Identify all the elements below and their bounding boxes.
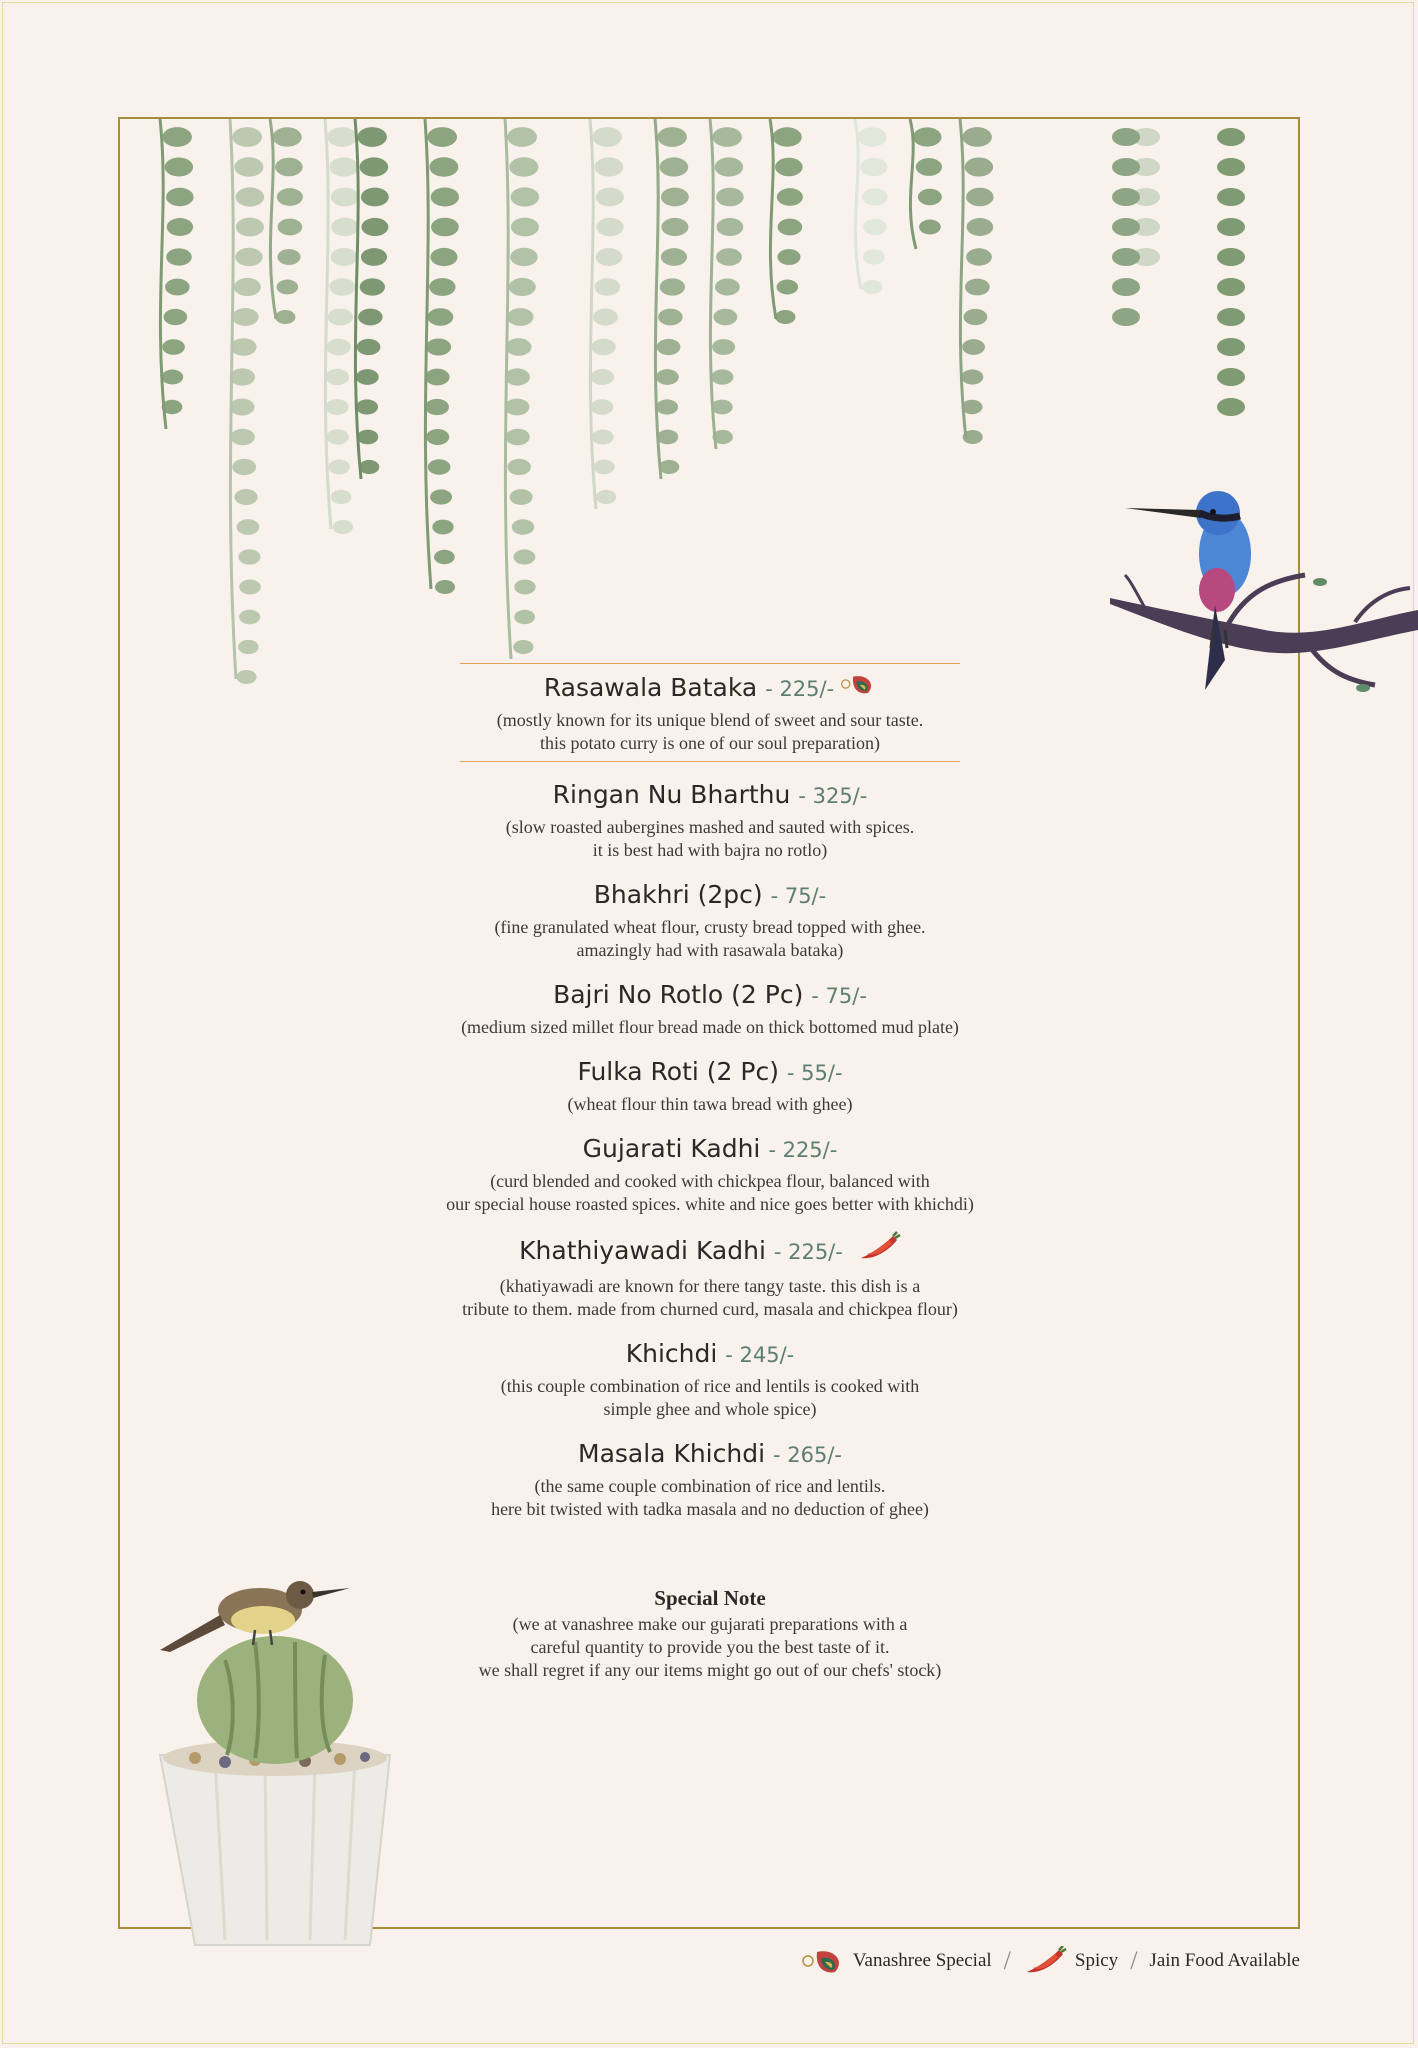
description-line: (slow roasted aubergines mashed and sauted with spices. <box>505 817 915 837</box>
description-line: (mostly known for its unique blend of sweet and sour taste. <box>496 710 924 730</box>
menu-item-heading <box>380 1336 1040 1373</box>
menu-item-price: - 225/- <box>765 677 835 701</box>
menu-item-price: - 55/- <box>786 1061 843 1085</box>
menu-item-name: Rasawala Bataka <box>543 673 758 702</box>
menu-item-name: Fulka Roti (2 Pc) <box>577 1057 779 1086</box>
legend-jain-label: Jain Food Available <box>1149 1950 1300 1971</box>
menu-item-price: - 325/- <box>798 784 868 808</box>
description-line: here bit twisted with tadka masala and no deduction of ghee) <box>491 1499 929 1519</box>
menu-item-description <box>380 1475 1040 1521</box>
menu-item-name: Bajri No Rotlo (2 Pc) <box>553 980 804 1009</box>
menu-item-price: - 265/- <box>773 1443 842 1467</box>
menu-item <box>380 1336 1040 1421</box>
menu-item <box>380 1436 1040 1521</box>
menu-item-description <box>380 916 1040 962</box>
description-line: amazingly had with rasawala bataka) <box>576 940 844 960</box>
menu-item-price: - 75/- <box>811 984 867 1008</box>
menu-item-heading <box>380 1131 1040 1168</box>
menu-item-heading <box>380 1231 1040 1273</box>
description-line: (the same couple combination of rice and lentils. <box>534 1476 886 1496</box>
menu-item-price: - 225/- <box>773 1240 843 1264</box>
special-note-line: we shall regret if any our items might go out of our chefs' stock) <box>478 1660 942 1680</box>
description-line: (khatiyawadi are known for there tangy taste. this dish is a <box>499 1276 921 1296</box>
menu-item-name: Masala Khichdi <box>578 1439 766 1468</box>
description-line: simple ghee and whole spice) <box>603 1399 817 1419</box>
menu-item-name: Bhakhri (2pc) <box>593 880 763 909</box>
legend-special-label: Vanashree Special <box>852 1950 992 1971</box>
menu-item-heading <box>380 1436 1040 1473</box>
menu-item-heading <box>380 1054 1040 1091</box>
vanashree-special-icon <box>840 671 876 707</box>
menu-item-description <box>380 1093 1040 1116</box>
spicy-chili-icon <box>857 1231 901 1273</box>
description-line: it is best had with bajra no rotlo) <box>592 840 828 860</box>
legend <box>801 1944 1300 1978</box>
menu-item <box>380 1231 1040 1321</box>
cactus-with-bird-illustration <box>155 1530 405 1950</box>
menu-item-heading <box>380 777 1040 814</box>
menu-item-description <box>380 1375 1040 1421</box>
menu-item-name: Gujarati Kadhi <box>582 1134 761 1163</box>
menu-item-name: Ringan Nu Bharthu <box>552 780 791 809</box>
spicy-chili-icon <box>1023 1946 1067 1976</box>
menu-item-heading <box>380 670 1040 707</box>
menu-item-description <box>380 709 1040 755</box>
description-line: our special house roasted spices. white and nice goes better with khichdi) <box>446 1194 974 1214</box>
menu-item-name: Khathiyawadi Kadhi <box>519 1236 766 1265</box>
menu-item-description <box>380 1016 1040 1039</box>
divider <box>460 761 960 762</box>
menu-item-name: Khichdi <box>625 1339 718 1368</box>
legend-spicy-label: Spicy <box>1074 1950 1119 1971</box>
menu-item <box>380 1131 1040 1216</box>
menu-item <box>380 777 1040 862</box>
special-note <box>380 1583 1040 1682</box>
description-line: (wheat flour thin tawa bread with ghee) <box>567 1094 853 1114</box>
description-line: tribute to them. made from churned curd, masala and chickpea flour) <box>462 1299 958 1319</box>
menu-list <box>380 663 1040 1682</box>
menu-item <box>380 663 1040 762</box>
menu-item-heading <box>380 877 1040 914</box>
menu-item-description <box>380 816 1040 862</box>
menu-item-heading <box>380 977 1040 1014</box>
special-note-line: (we at vanashree make our gujarati preparations with a <box>512 1614 908 1634</box>
special-note-title: Special Note <box>654 1586 766 1610</box>
divider <box>460 663 960 664</box>
description-line: (curd blended and cooked with chickpea flour, balanced with <box>490 1171 930 1191</box>
special-note-line: careful quantity to provide you the best taste of it. <box>530 1637 890 1657</box>
menu-item <box>380 1054 1040 1116</box>
description-line: (this couple combination of rice and lentils is cooked with <box>500 1376 920 1396</box>
menu-item-price: - 225/- <box>768 1138 838 1162</box>
menu-item-description <box>380 1170 1040 1216</box>
menu-item <box>380 877 1040 962</box>
legend-separator: / <box>1003 1946 1011 1975</box>
menu-item-price: - 75/- <box>770 884 827 908</box>
description-line: (fine granulated wheat flour, crusty bread topped with ghee. <box>494 917 926 937</box>
vanashree-special-icon <box>801 1948 845 1974</box>
menu-item <box>380 977 1040 1039</box>
description-line: this potato curry is one of our soul preparation) <box>540 733 880 753</box>
menu-item-price: - 245/- <box>725 1343 795 1367</box>
description-line: (medium sized millet flour bread made on thick bottomed mud plate) <box>461 1017 959 1037</box>
menu-item-description <box>380 1275 1040 1321</box>
legend-separator: / <box>1130 1946 1138 1975</box>
bird-on-branch-illustration <box>1105 480 1418 730</box>
